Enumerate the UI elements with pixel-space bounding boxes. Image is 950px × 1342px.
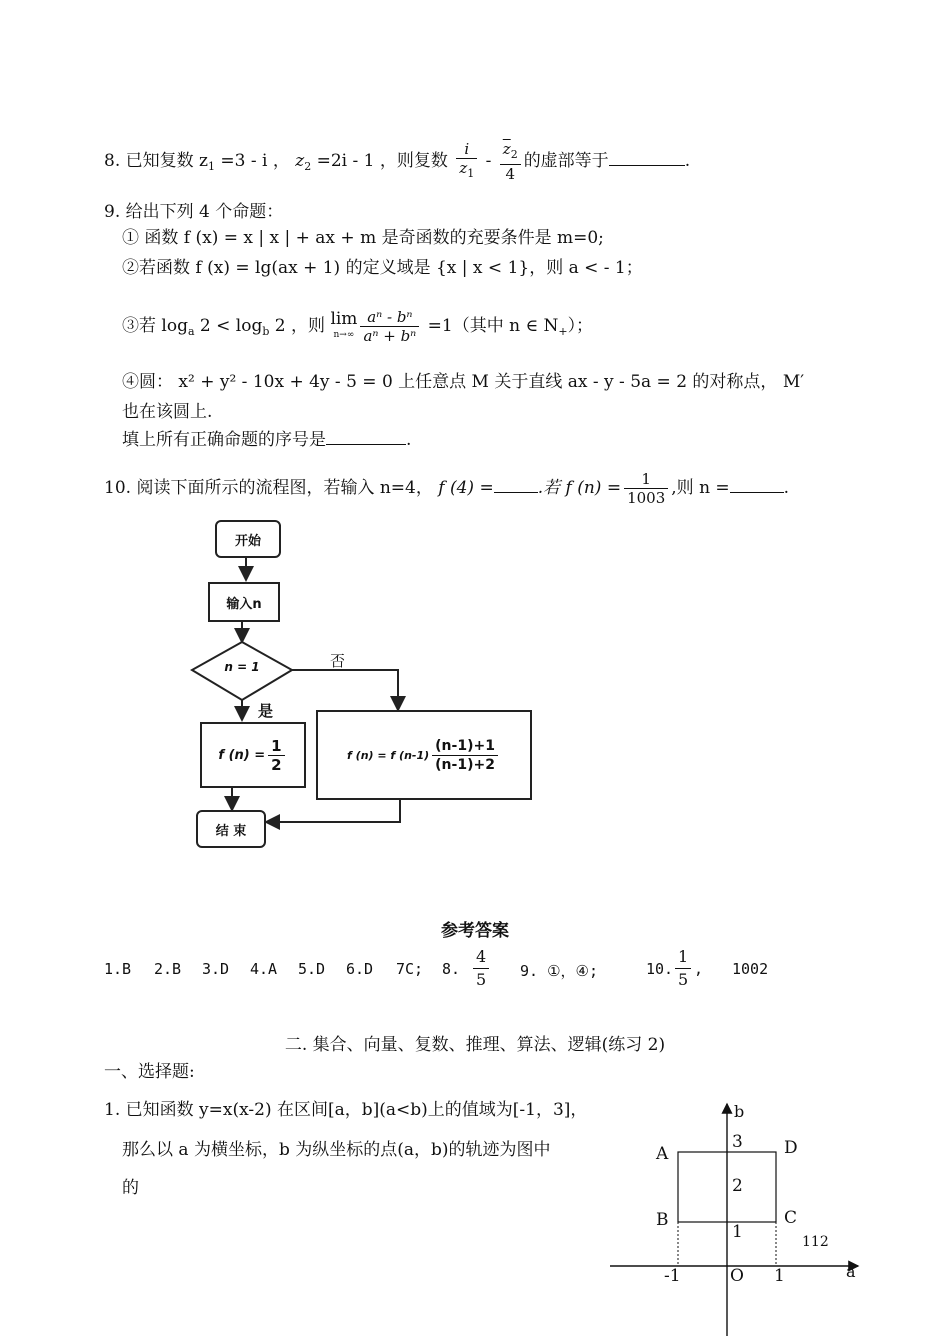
point-A: A <box>656 1144 669 1164</box>
answer-item: 7C; <box>396 960 424 978</box>
q1-line-1: 1. 已知函数 y=x(x-2) 在区间[a，b](a<b)上的值域为[-1，3]， <box>104 1100 588 1120</box>
flow-end: 结 束 <box>196 810 266 848</box>
answer-item: 2.B <box>154 960 182 978</box>
tick-2: 2 <box>732 1176 743 1196</box>
fraction-z2bar-over-4: $\frac{\overline{z}_2}{4}$ <box>500 140 521 183</box>
answer-item: 5.D <box>298 960 326 978</box>
limit: lim n→∞ <box>330 308 358 340</box>
answer-item: 1.B <box>104 960 132 978</box>
answer-10-second: 1002 <box>732 960 769 978</box>
flow-yes-label: 是 <box>258 702 274 720</box>
answer-9: 9. ①，④; <box>520 962 599 980</box>
answers-title: 参考答案 <box>441 921 509 941</box>
proposition-2: ②若函数 f (x) = lg(ax + 1) 的定义域是 {x | x < 1}，则 a < - 1； <box>122 258 643 278</box>
tick-minus-1: -1 <box>664 1266 681 1286</box>
part-heading: 一、选择题: <box>104 1062 195 1082</box>
proposition-4: ④圆： x² + y² - 10x + 4y - 5 = 0 上任意点 M 关于直线 ax - y - 5a = 2 的对称点， M′ <box>122 372 805 392</box>
point-D: D <box>784 1138 798 1158</box>
answer-10-label: 10. <box>646 960 674 978</box>
answer-item: 4.A <box>250 960 278 978</box>
q1-line-2: 那么以 a 为横坐标，b 为纵坐标的点(a，b)的轨迹为图中 <box>122 1140 551 1160</box>
answer-8-label: 8. <box>442 960 461 978</box>
answer-10-fraction: $\frac{1}{5}$ <box>675 946 691 991</box>
flow-no-box: f (n) = f (n-1) $\frac{(n-1)+1}{(n-1)+2}$ <box>316 710 532 800</box>
answer-8-fraction: $\frac{4}{5}$ <box>473 946 489 991</box>
flow-start: 开始 <box>215 520 281 558</box>
question-8: 8. 已知复数 $z_1 =3 - i$ ， $z_2 =2i - 1$ ，则复数 $\frac{i}{z_1}$ - $\frac{\overline{z}_2}{4}$ 的虚部等于 . <box>104 140 691 183</box>
proposition-4-cont: 也在该圆上. <box>122 402 213 422</box>
tick-1: 1 <box>732 1222 743 1242</box>
tick-1-x: 1 <box>774 1266 785 1286</box>
q1-line-3: 的 <box>122 1178 139 1198</box>
point-B: B <box>656 1210 669 1230</box>
question-9-head: 9. 给出下列 4 个命题： <box>104 202 284 222</box>
proposition-3: ③若 $\log_a 2 < \log_b 2$ ，则 lim n→∞ $\frac{\text{aⁿ - bⁿ}}{\text{aⁿ + bⁿ}}$ =1（其中 n ∈ $N_+$）； <box>122 308 594 345</box>
fraction-i-over-z1: $\frac{i}{z_1}$ <box>456 140 477 183</box>
question-10: 10. 阅读下面所示的流程图，若输入 n=4， f (4) = .若 f (n) = $\frac{1}{1003}$ ,则 n = . <box>104 470 790 507</box>
answer-item: 3.D <box>202 960 230 978</box>
section-title: 二. 集合、向量、复数、推理、算法、逻辑(练习 2) <box>284 1035 666 1055</box>
answer-item: 6.D <box>346 960 374 978</box>
fraction-1-over-1003: $\frac{1}{1003}$ <box>624 470 668 507</box>
proposition-1: ① 函数 f (x) = x | x | + ax + m 是奇函数的充要条件是 m=0; <box>122 228 604 248</box>
origin-label: O <box>730 1266 744 1286</box>
flow-input: 输入n <box>208 582 280 622</box>
point-C: C <box>784 1208 798 1228</box>
fraction-limit: $\frac{\text{aⁿ - bⁿ}}{\text{aⁿ + bⁿ}}$ <box>360 308 419 345</box>
flow-yes-box: f (n) = $\frac{1}{2}$ <box>200 722 306 788</box>
tick-3: 3 <box>732 1132 743 1152</box>
page-number: 112 <box>802 1234 829 1250</box>
answer-10-comma: , <box>694 960 704 978</box>
b-axis-label: b <box>734 1102 745 1121</box>
question-9-fill: 填上所有正确命题的序号是 . <box>122 430 412 450</box>
flow-condition: n = 1 <box>224 660 260 674</box>
flow-no-label: 否 <box>330 652 346 670</box>
a-axis-label: a <box>846 1262 856 1281</box>
